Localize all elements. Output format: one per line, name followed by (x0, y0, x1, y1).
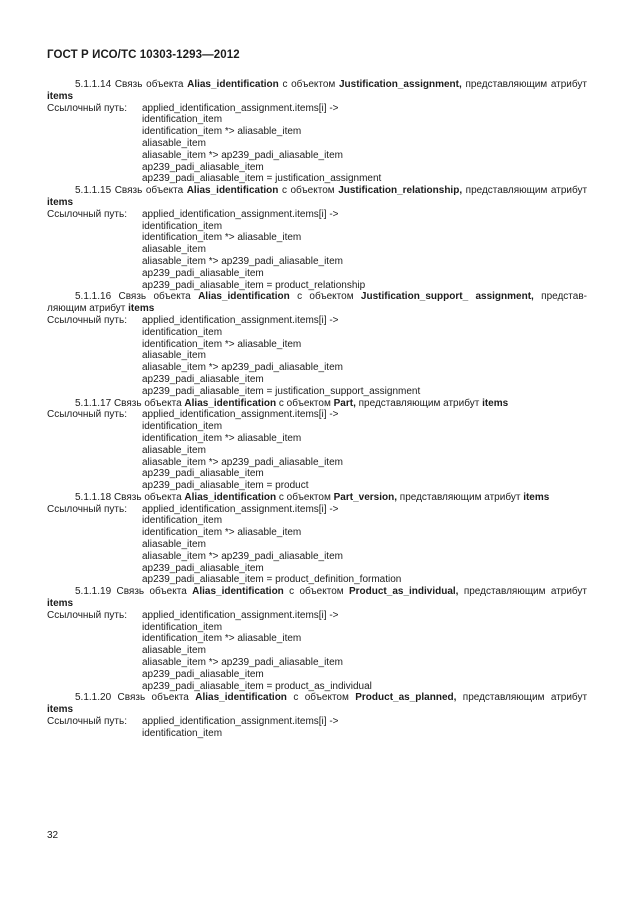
reference-path-label: Ссылочный путь: (47, 503, 127, 515)
path-line: identification_item (142, 621, 223, 633)
clause-heading (47, 692, 587, 716)
reference-path-label: Ссылочный путь: (47, 716, 127, 728)
path-line: aliasable_item *> ap239_padi_aliasable_item (142, 149, 343, 161)
target-entity-name: Product_as_individual, (348, 586, 459, 598)
reference-path-lines (142, 103, 587, 186)
reference-path (47, 504, 587, 587)
reference-path (47, 315, 587, 398)
clause-text: с объектом (282, 79, 336, 90)
path-line: identification_item *> aliasable_item (142, 633, 302, 645)
clause-text: представляющим атрибут (462, 692, 588, 704)
target-entity-name: Justification_support_ assignment, (360, 291, 534, 303)
entity-name: Alias_identification (187, 79, 279, 90)
path-line: ap239_padi_aliasable_item = product_relationship (142, 279, 366, 291)
clause-text: Связь объекта (114, 185, 184, 197)
reference-path-label: Ссылочный путь: (47, 609, 127, 621)
clause-number: 5.1.1.19 (75, 586, 112, 598)
reference-path-lines (142, 716, 587, 740)
target-entity-name: Product_as_planned, (355, 692, 457, 704)
clause-text: с объектом (297, 291, 354, 303)
clause-text: с объектом (289, 586, 344, 598)
path-line: identification_item (142, 220, 223, 232)
clause-text: Связь объекта (116, 586, 187, 598)
clause-number: 5.1.1.17 (75, 397, 112, 409)
path-line: aliasable_item (142, 539, 206, 551)
path-line: aliasable_item *> ap239_padi_aliasable_item (142, 362, 343, 374)
path-line: identification_item (142, 515, 223, 527)
path-line: ap239_padi_aliasable_item (142, 668, 264, 680)
path-line: applied_identification_assignment.items[i] -> (142, 409, 339, 421)
path-line: identification_item (142, 114, 223, 126)
reference-path (47, 716, 587, 740)
path-line: identification_item *> aliasable_item (142, 126, 302, 138)
path-line: applied_identification_assignment.items[i] -> (142, 208, 339, 220)
path-line: ap239_padi_aliasable_item = product (142, 480, 309, 492)
clause-heading (47, 185, 587, 209)
reference-path-label: Ссылочный путь: (47, 314, 127, 326)
attribute-name: items (523, 491, 550, 503)
clause-text: с объектом (293, 692, 349, 704)
target-entity-name: Justification_assignment, (338, 79, 462, 90)
clause-block (47, 185, 587, 291)
path-line: aliasable_item (142, 137, 206, 149)
clause-text: представляющим атрибут (463, 586, 588, 598)
clause-number: 5.1.1.20 (75, 692, 112, 704)
reference-path-label: Ссылочный путь: (47, 409, 127, 421)
target-entity-name: Part, (333, 397, 356, 409)
clause-heading (47, 79, 587, 103)
clause-number: 5.1.1.14 (75, 79, 112, 90)
clause-heading (47, 291, 587, 315)
reference-path (47, 409, 587, 492)
entity-name: Alias_identification (198, 291, 290, 303)
path-line: aliasable_item (142, 645, 206, 657)
path-line: aliasable_item (142, 444, 206, 456)
reference-path-lines (142, 315, 587, 398)
path-line: applied_identification_assignment.items[i] -> (142, 609, 339, 621)
clause-block (47, 291, 587, 397)
clause-text: представляющим атрибут (358, 397, 480, 409)
attribute-name: items (47, 90, 74, 102)
path-line: ap239_padi_aliasable_item = product_definition_formation (142, 574, 402, 586)
clause-number: 5.1.1.18 (75, 491, 112, 503)
path-line: applied_identification_assignment.items[i] -> (142, 314, 339, 326)
path-line: aliasable_item *> ap239_padi_aliasable_item (142, 456, 343, 468)
clause-block (47, 79, 587, 185)
entity-name: Alias_identification (184, 397, 277, 409)
path-line: ap239_padi_aliasable_item = justification_assignment (142, 173, 382, 185)
page-number: 32 (47, 830, 59, 841)
clause-text: представляющим атрибут (399, 491, 521, 503)
path-line: identification_item (142, 727, 223, 739)
clause-block (47, 398, 587, 492)
clause-block (47, 492, 587, 586)
attribute-name: items (47, 704, 74, 716)
path-line: ap239_padi_aliasable_item (142, 468, 264, 480)
path-line: aliasable_item *> ap239_padi_aliasable_item (142, 550, 343, 562)
path-line: identification_item (142, 326, 223, 338)
entity-name: Alias_identification (195, 692, 287, 704)
clause-heading (47, 492, 587, 504)
document-body (47, 79, 587, 740)
attribute-name: items (47, 598, 74, 610)
reference-path-label: Ссылочный путь: (47, 102, 127, 114)
reference-path-lines (142, 504, 587, 587)
attribute-name: items (128, 303, 155, 315)
path-line: identification_item (142, 421, 223, 433)
reference-path-lines (142, 409, 587, 492)
path-line: ap239_padi_aliasable_item (142, 161, 264, 173)
reference-path (47, 209, 587, 292)
path-line: applied_identification_assignment.items[i] -> (142, 503, 339, 515)
clause-text: Связь объекта (114, 79, 184, 90)
clause-heading (47, 398, 587, 410)
path-line: aliasable_item *> ap239_padi_aliasable_item (142, 255, 343, 267)
path-line: ap239_padi_aliasable_item (142, 373, 264, 385)
reference-path (47, 610, 587, 693)
attribute-name: items (482, 397, 509, 409)
path-line: aliasable_item (142, 244, 206, 256)
attribute-name: items (47, 196, 74, 208)
clause-number: 5.1.1.15 (75, 185, 112, 197)
clause-text: представляющим атрибут (465, 185, 588, 197)
target-entity-name: Justification_relationship, (338, 185, 463, 197)
clause-text: Связь объекта (117, 692, 189, 704)
clause-text: представ-ляющим атрибут (47, 291, 587, 315)
entity-name: Alias_identification (184, 491, 277, 503)
clause-block (47, 586, 587, 692)
path-line: ap239_padi_aliasable_item (142, 267, 264, 279)
path-line: identification_item *> aliasable_item (142, 527, 302, 539)
clause-number: 5.1.1.16 (75, 291, 112, 303)
path-line: ap239_padi_aliasable_item (142, 562, 264, 574)
path-line: identification_item *> aliasable_item (142, 232, 302, 244)
path-line: identification_item *> aliasable_item (142, 432, 302, 444)
reference-path-lines (142, 209, 587, 292)
reference-path (47, 103, 587, 186)
clause-text: Связь объекта (113, 397, 182, 409)
path-line: aliasable_item (142, 350, 206, 362)
reference-path-lines (142, 610, 587, 693)
path-line: ap239_padi_aliasable_item = product_as_individual (142, 680, 372, 692)
clause-text: с объектом (281, 185, 335, 197)
path-line: identification_item *> aliasable_item (142, 338, 302, 350)
entity-name: Alias_identification (186, 185, 279, 197)
path-line: applied_identification_assignment.items[i] -> (142, 102, 339, 114)
page-header: ГОСТ Р ИСО/ТС 10303-1293—2012 (47, 49, 240, 61)
clause-text: Связь объекта (118, 291, 191, 303)
clause-heading (47, 586, 587, 610)
reference-path-label: Ссылочный путь: (47, 208, 127, 220)
path-line: applied_identification_assignment.items[i] -> (142, 716, 339, 728)
path-line: aliasable_item *> ap239_padi_aliasable_item (142, 657, 343, 669)
path-line: ap239_padi_aliasable_item = justification_support_assignment (142, 385, 421, 397)
entity-name: Alias_identification (192, 586, 284, 598)
clause-text: с объектом (278, 491, 331, 503)
clause-block (47, 692, 587, 739)
clause-text: Связь объекта (113, 491, 182, 503)
clause-text: представляющим атрибут (465, 79, 587, 90)
clause-text: с объектом (278, 397, 331, 409)
target-entity-name: Part_version, (333, 491, 397, 503)
